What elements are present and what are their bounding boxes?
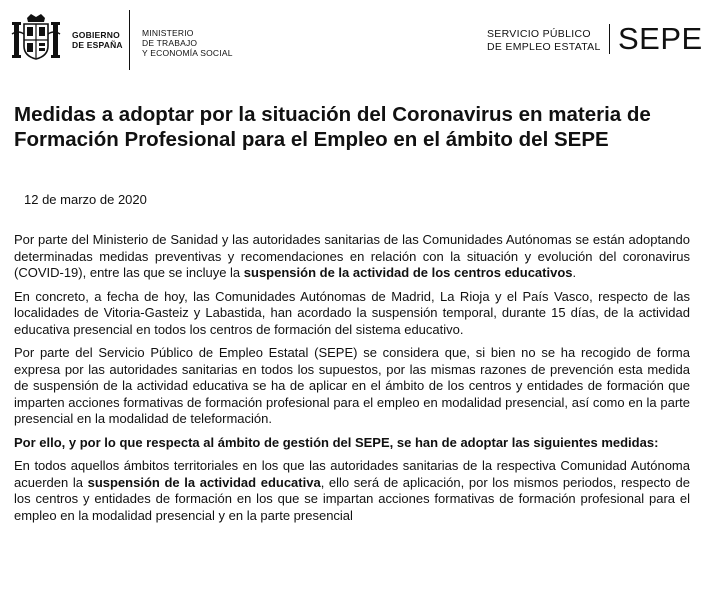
emphasis-text: suspensión de la actividad de los centros educativos bbox=[243, 265, 573, 280]
header-divider bbox=[129, 10, 130, 70]
gob-line-2: DE ESPAÑA bbox=[72, 40, 123, 50]
gobierno-de-espana-label bbox=[72, 30, 123, 50]
sepe-logo: SEPE bbox=[618, 21, 703, 56]
paragraph-1: Por parte del Ministerio de Sanidad y las autoridades sanitarias de las Comunidades Autónomas se están adoptando determinadas medidas preventivas y recomendaciones en relación con la situación y evolución del coronavirus (COVID-19), entre las que se incluye la suspensión de la actividad de los centros educativos. bbox=[14, 232, 690, 280]
publication-date: 12 de marzo de 2020 bbox=[24, 192, 147, 207]
page-header bbox=[0, 0, 709, 80]
page-title: Medidas a adoptar por la situación del Coronavirus en materia de Formación Profesional para el Empleo en el ámbito del SEPE bbox=[14, 103, 651, 151]
coat-of-arms-icon bbox=[10, 12, 62, 64]
paragraph-5: En todos aquellos ámbitos territoriales en los que las autoridades sanitarias de la respectiva Comunidad Autónoma acuerden la suspensión de la actividad educativa, ello será de aplicación, por los mismos periodos, respecto de los centros y entidades de formación en los que se impartan acciones formativas de formación profesional para el empleo en la modalidad presencial y en la parte presencial bbox=[14, 458, 690, 523]
gob-line-1: GOBIERNO bbox=[72, 30, 120, 40]
paragraph-3: Por parte del Servicio Público de Empleo Estatal (SEPE) se considera que, si bien no se ha recogido de forma expresa por las autoridades sanitarias en todos los supuestos, por las mismas razones de prevención esta medida de suspensión de la actividad educativa se ha de aplicar en el ámbito de los centros y entidades de formación que imparten acciones formativas de formación profesional para el empleo en modalidad presencial, así como en la parte presencial en la modalidad de teleformación. bbox=[14, 345, 690, 426]
paragraph-2: En concreto, a fecha de hoy, las Comunidades Autónomas de Madrid, La Rioja y el País Vasco, respecto de las localidades de Vitoria-Gasteiz y Labastida, han acordado la suspensión temporal, durante 15 días, de la actividad educativa presencial en todos los centros de formación del sistema educativo. bbox=[14, 288, 690, 337]
sepe-divider bbox=[609, 24, 610, 54]
sepe-line-1: SERVICIO PÚBLICO bbox=[487, 28, 591, 40]
ministry-line-3: Y ECONOMÍA SOCIAL bbox=[142, 48, 233, 58]
sepe-full-name bbox=[487, 28, 601, 54]
ministry-line-1: MINISTERIO bbox=[142, 28, 194, 38]
ministry-line-2: DE TRABAJO bbox=[142, 38, 198, 48]
article-body bbox=[14, 232, 690, 531]
paragraph-4: Por ello, y por lo que respecta al ámbito de gestión del SEPE, se han de adoptar las siguientes medidas: bbox=[14, 434, 659, 450]
sepe-line-2: DE EMPLEO ESTATAL bbox=[487, 41, 601, 53]
ministerio-label bbox=[142, 28, 233, 58]
emphasis-text: suspensión de la actividad educativa bbox=[87, 474, 321, 490]
